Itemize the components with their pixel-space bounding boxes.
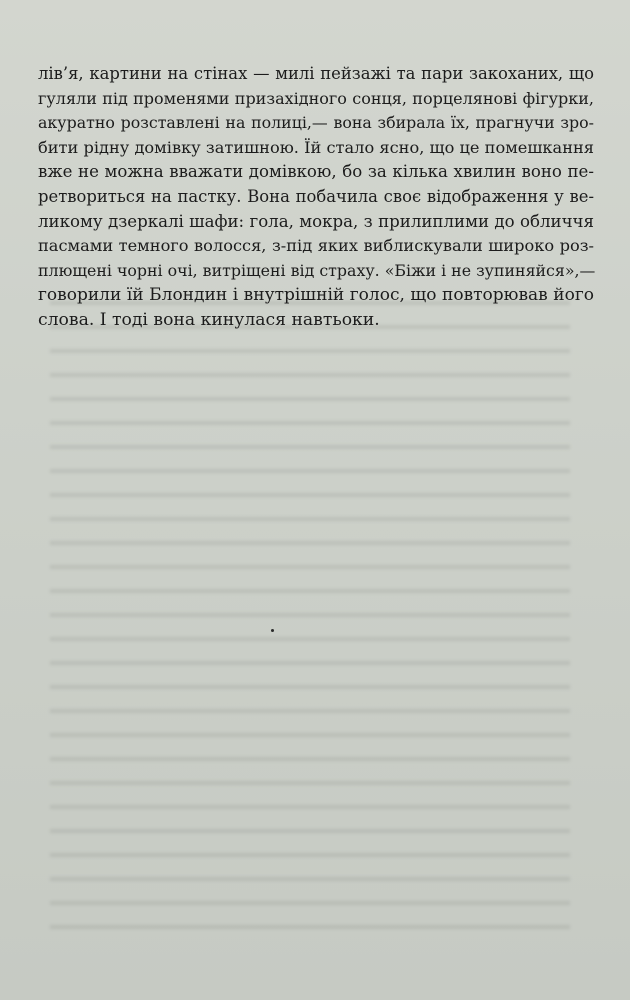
text-line: ретвориться на пастку. Вона побачила своє відображення у ве- xyxy=(38,186,594,206)
show-through-text xyxy=(50,292,570,932)
body-text xyxy=(38,62,594,333)
text-line: гуляли під променями призахідного сонця, порцелянові фігурки, xyxy=(38,88,594,108)
ink-speck xyxy=(271,629,274,632)
text-line: ликому дзеркалі шафи: гола, мокра, з прилиплими до обличчя xyxy=(38,211,594,231)
text-line: плющені чорні очі, витріщені від страху. «Біжи і не зупиняйся»,— xyxy=(38,260,596,280)
text-line: лів’я, картини на стінах — милі пейзажі та пари закоханих, що xyxy=(38,64,594,83)
text-line: акуратно розставлені на полиці,— вона збирала їх, прагнучи зро- xyxy=(38,113,594,133)
text-line: говорили їй Блондин і внутрішній голос, що повторював його xyxy=(38,285,594,306)
text-line: слова. І тоді вона кинулася навтьоки. xyxy=(38,309,380,330)
text-line: вже не можна вважати домівкою, бо за кілька хвилин воно пе- xyxy=(38,162,594,182)
text-line: пасмами темного волосся, з-під яких виблискували широко роз- xyxy=(38,236,594,256)
text-line: бити рідну домівку затишною. Їй стало ясно, що це помешкання xyxy=(38,137,594,157)
